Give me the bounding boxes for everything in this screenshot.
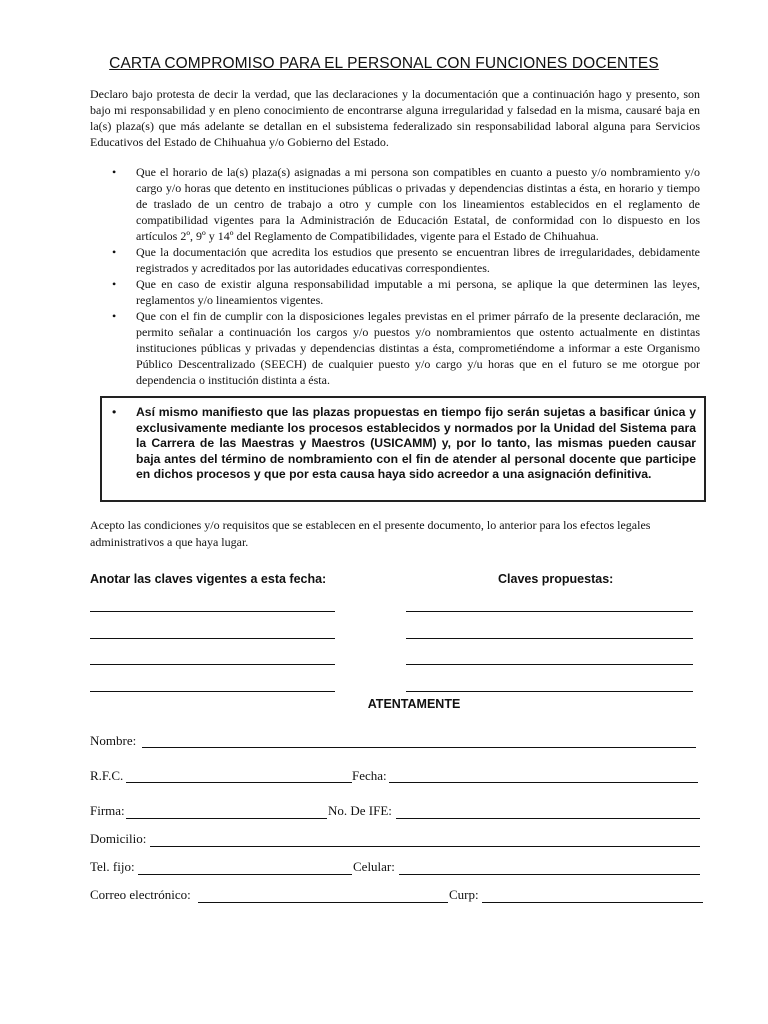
correo-label: Correo electrónico:	[90, 887, 191, 902]
clave-propuesta-line-2[interactable]	[406, 638, 693, 639]
usicamm-notice-box	[100, 396, 706, 502]
clave-vigente-line-1[interactable]	[90, 611, 335, 612]
firma-line[interactable]	[126, 818, 327, 819]
rfc-line[interactable]	[126, 782, 352, 783]
bullet-mark: •	[112, 405, 117, 419]
domicilio-line[interactable]	[150, 846, 700, 847]
fecha-label: Fecha:	[352, 768, 387, 783]
domicilio-label: Domicilio:	[90, 831, 147, 846]
nombre-label: Nombre:	[90, 733, 137, 748]
curp-line[interactable]	[482, 902, 703, 903]
curp-label: Curp:	[449, 887, 479, 902]
declaration-item: • Que en caso de existir alguna responsabilidad imputable a mi persona, se aplique la que determinen las leyes, reglamentos y/o lineamientos vigentes.	[112, 276, 700, 308]
nombre-line[interactable]	[142, 747, 696, 748]
intro-paragraph: Declaro bajo protesta de decir la verdad, que las declaraciones y la documentación que a continuación hago y presento, son bajo mi responsabilidad y en pleno conocimiento de encontrarse alguna irregularidad y falsedad en la misma, causaré baja en la(s) plaza(s) que más adelante se detallan en el subsistema federalizado sin responsabilidad laboral alguna para Servicios Educativos del Estado de Chihuahua y/o Gobierno del Estado.	[90, 87, 700, 150]
claves-vigentes-label: Anotar las claves vigentes a esta fecha:	[90, 572, 327, 586]
ife-label: No. De IFE:	[328, 803, 392, 818]
correo-line[interactable]	[198, 902, 448, 903]
document-title: CARTA COMPROMISO PARA EL PERSONAL CON FUNCIONES DOCENTES	[109, 55, 659, 72]
rfc-label: R.F.C.	[90, 768, 124, 783]
clave-vigente-line-3[interactable]	[90, 664, 335, 665]
firma-label: Firma:	[90, 803, 125, 818]
clave-vigente-line-4[interactable]	[90, 691, 335, 692]
clave-propuesta-line-3[interactable]	[406, 664, 693, 665]
fecha-line[interactable]	[389, 782, 698, 783]
celular-line[interactable]	[399, 874, 700, 875]
declaration-item: • Que la documentación que acredita los estudios que presento se encuentran libres de irregularidades, debidamente registrados y acreditados por las autoridades educativas correspondientes.	[112, 244, 700, 276]
clave-propuesta-line-4[interactable]	[406, 691, 693, 692]
clave-vigente-line-2[interactable]	[90, 638, 335, 639]
declaration-item: • Que con el fin de cumplir con la disposiciones legales previstas en el primer párrafo de la presente declaración, me permito señalar a continuación los cargos y/o puestos y/o nombramientos que ostento actualmente en distintas instituciones públicas y privadas y dependencias distintas a ésta, comprometiéndome a informar a este Organismo Público Descentralizado (SEECH) de cualquier puesto y/o cargo y/u horas que en el futuro se me otorgue por dependencia o institución distinta a ésta.	[112, 308, 700, 388]
tel-fijo-label: Tel. fijo:	[90, 859, 135, 874]
usicamm-notice-text: Así mismo manifiesto que las plazas propuestas en tiempo fijo serán sujetas a basificar única y exclusivamente mediante los procesos establecidos y normados por la Unidad del Sistema para la Carrera de las Maestras y Maestros (USICAMM) y, por lo tanto, las mismas pueden causar baja antes del término de nombramiento con el fin de atender al personal docente que participe en dichos procesos y que por esta causa haya sido acreedor a una asignación definitiva.	[136, 405, 696, 482]
declaration-list	[112, 164, 700, 388]
claves-propuestas-label: Claves propuestas:	[498, 572, 614, 586]
tel-fijo-line[interactable]	[138, 874, 352, 875]
declaration-item: • Que el horario de la(s) plaza(s) asignadas a mi persona son compatibles en cuanto a puesto y/o nombramiento y/o cargo y/o horas que detento en instituciones públicas o privadas y dependencias distintas a ésta, en horario y tiempo de traslado de un centro de trabajo a otro y cumple con los lineamientos establecidos en el reglamento de compatibilidad vigentes para la Administración de Educación Estatal, de conformidad con lo dispuesto en los artículos 2º, 9º y 14º del Reglamento de Compatibilidades, vigente para el Estado de Chihuahua.	[112, 164, 700, 244]
celular-label: Celular:	[353, 859, 395, 874]
clave-propuesta-line-1[interactable]	[406, 611, 693, 612]
acceptance-paragraph: Acepto las condiciones y/o requisitos que se establecen en el presente documento, lo anterior para los efectos legales administrativos a que haya lugar.	[90, 518, 651, 549]
atentamente-heading: ATENTAMENTE	[367, 697, 461, 711]
ife-line[interactable]	[396, 818, 700, 819]
